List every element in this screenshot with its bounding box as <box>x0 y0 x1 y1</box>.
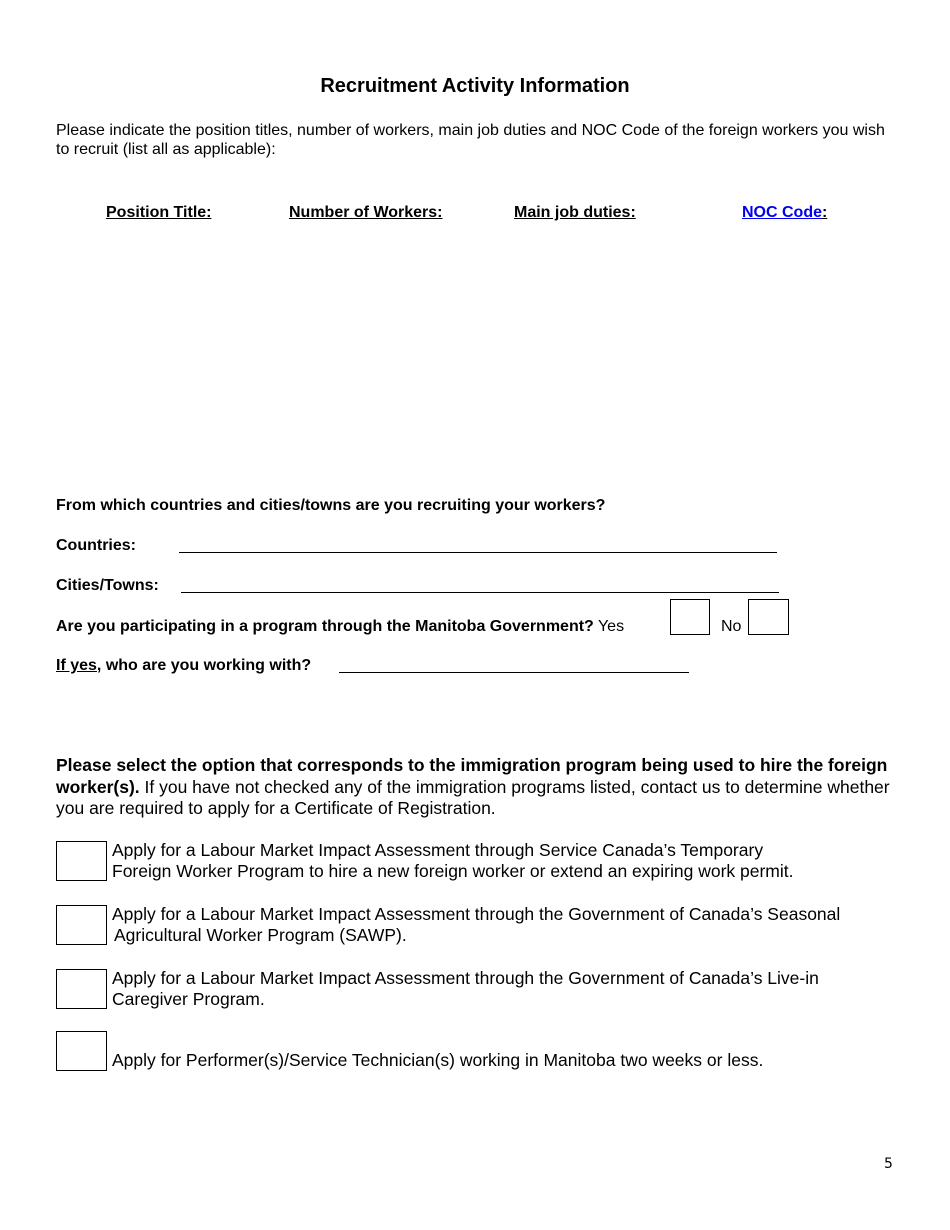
column-noc-code <box>742 204 827 222</box>
countries-field[interactable] <box>179 552 777 553</box>
noc-code-colon: : <box>822 204 828 221</box>
page-title: Recruitment Activity Information <box>320 75 630 97</box>
column-position-title: Position Title: <box>106 204 212 221</box>
page-number: 5 <box>884 1156 893 1172</box>
yes-label: Yes <box>597 618 625 635</box>
option-sawp-checkbox[interactable] <box>56 905 107 945</box>
option-tfwp-checkbox[interactable] <box>56 841 107 881</box>
if-yes-underlined: If yes <box>56 657 97 674</box>
if-yes-rest: , who are you working with? <box>96 657 312 674</box>
no-label: No <box>721 618 742 635</box>
column-main-job-duties: Main job duties: <box>514 204 636 221</box>
option-performer-text: Apply for Performer(s)/Service Technician(s) working in Manitoba two weeks or less. <box>112 1050 764 1070</box>
select-rest-text: If you have not checked any of the immigration programs listed, contact us to determine whether you are required to apply for a Certificate of Registration. <box>56 776 890 818</box>
if-yes-question <box>56 657 311 675</box>
yes-checkbox[interactable] <box>670 599 710 635</box>
option-caregiver-checkbox[interactable] <box>56 969 107 1009</box>
noc-code-link[interactable]: NOC Code <box>742 204 822 221</box>
cities-field[interactable] <box>181 592 779 593</box>
cities-label: Cities/Towns: <box>56 577 159 594</box>
program-question: Are you participating in a program through the Manitoba Government? <box>56 618 594 635</box>
program-question-row <box>56 618 624 636</box>
countries-label: Countries: <box>56 537 136 554</box>
select-bold-text: Please select the option that corresponds to the immigration program being used to hire the foreign worker(s). <box>56 755 888 797</box>
option-tfwp-text: Apply for a Labour Market Impact Assessment through Service Canada’s Temporary Foreign Worker Program to hire a new foreign worker or extend an expiring work permit. <box>112 840 794 881</box>
intro-text: Please indicate the position titles, number of workers, main job duties and NOC Code of the foreign workers you wish to recruit (list all as applicable): <box>56 122 885 158</box>
option-caregiver-text: Apply for a Labour Market Impact Assessment through the Government of Canada’s Live-in Caregiver Program. <box>112 968 819 1009</box>
working-with-field[interactable] <box>339 672 689 673</box>
option-performer-checkbox[interactable] <box>56 1031 107 1071</box>
countries-question: From which countries and cities/towns are you recruiting your workers? <box>56 497 606 514</box>
no-checkbox[interactable] <box>748 599 789 635</box>
column-number-of-workers: Number of Workers: <box>289 204 443 221</box>
program-select-instructions <box>56 755 896 820</box>
option-sawp-text: Apply for a Labour Market Impact Assessment through the Government of Canada’s Seasonal Agricultural Worker Program (SAWP). <box>112 904 841 945</box>
